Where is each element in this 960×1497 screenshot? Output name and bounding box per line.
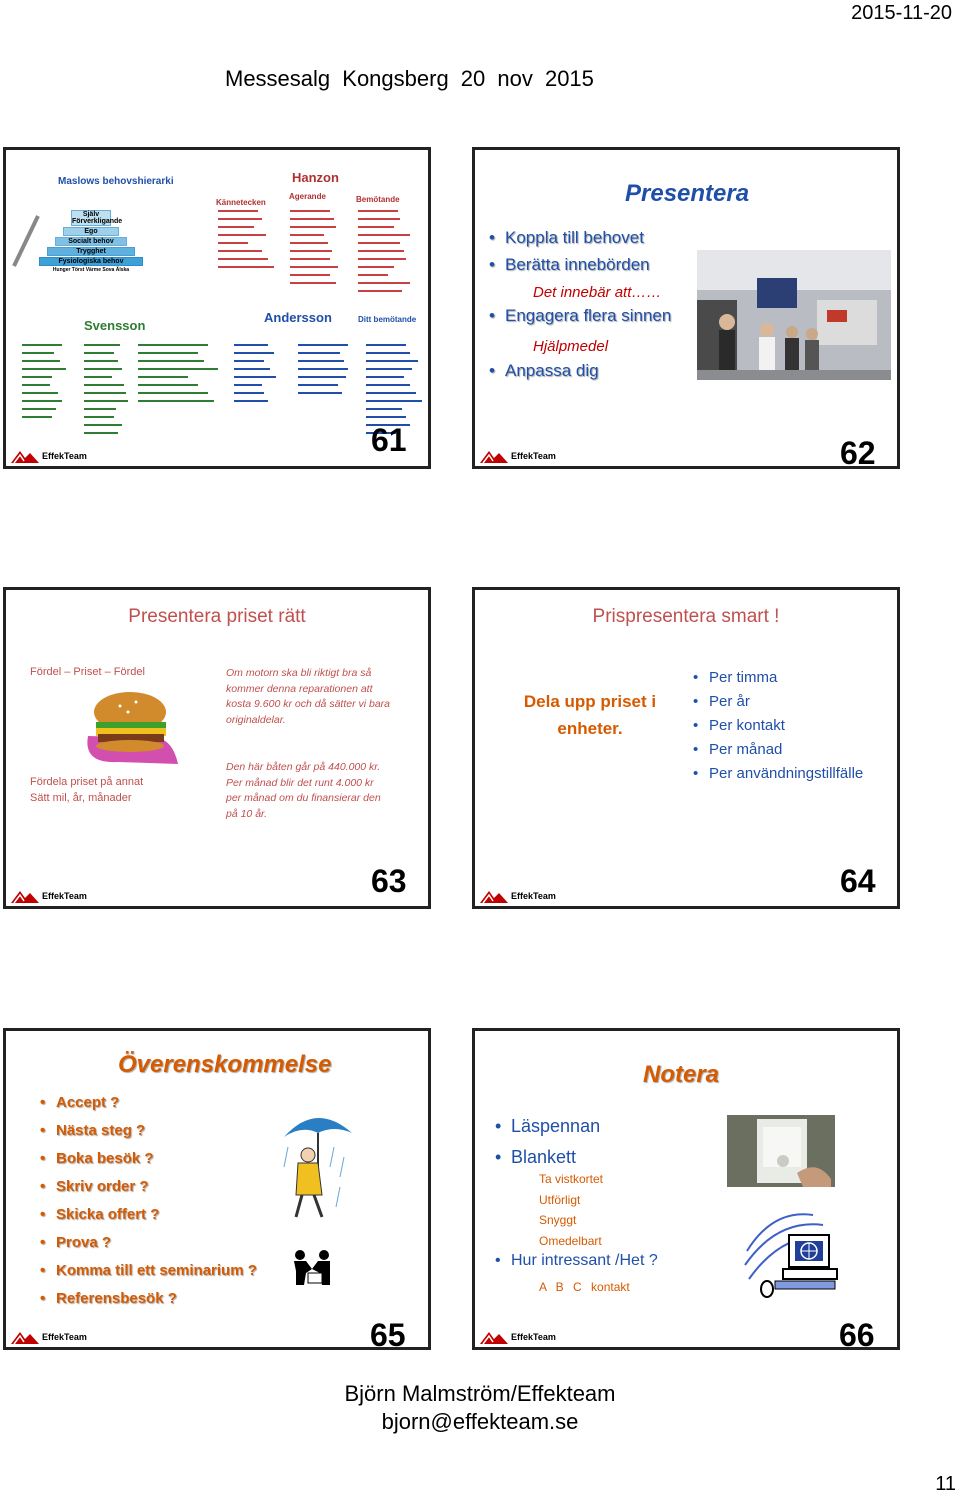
slide-title: Prispresentera smart !: [592, 606, 780, 627]
pyramid-base: Hunger Törst Värme Sova Älska: [52, 267, 130, 273]
logo-icon: [479, 1329, 509, 1345]
logo-text: EffekTeam: [42, 1332, 87, 1342]
slide-number: 64: [840, 863, 876, 899]
bullet-list: [693, 666, 863, 786]
maslow-title: Maslows behovshierarki: [58, 176, 174, 187]
effekteam-logo: [479, 448, 556, 464]
svensson-label: Svensson: [84, 318, 146, 333]
slide-63: [3, 587, 431, 909]
logo-text: EffekTeam: [511, 451, 556, 461]
bullet-item: • Läspennan: [495, 1111, 600, 1142]
expo-photo: [697, 250, 891, 380]
bullet-item: • Hur intressant /Het ?: [495, 1252, 658, 1270]
bullet-item: • Berätta innebörden: [489, 251, 650, 278]
kannetecken-label: Kännetecken: [216, 198, 266, 207]
hamburger-icon: [78, 686, 188, 766]
pyramid-level: Fysiologiska behov: [39, 257, 143, 266]
slide-number: 61: [371, 422, 407, 458]
logo-text: EffekTeam: [42, 891, 87, 901]
slide-title: Presentera: [625, 180, 750, 207]
bullet-item: • Komma till ett seminarium ?: [40, 1257, 257, 1285]
bullet-list: [489, 224, 650, 278]
pyramid-level: Själv Förverkligande: [72, 211, 123, 225]
slide-number: 66: [839, 1317, 875, 1350]
umbrella-man-icon: [274, 1107, 358, 1219]
bullet-item: • Per år: [693, 690, 863, 714]
slide-66: [472, 1028, 900, 1350]
text-line: Sätt mil, år, månader: [30, 792, 132, 804]
slide-number: 65: [370, 1317, 406, 1350]
effekteam-logo: [479, 888, 556, 904]
logo-icon: [479, 888, 509, 904]
bullet-list: [40, 1089, 257, 1313]
bullet-item: • Per kontakt: [693, 714, 863, 738]
agerande-label: Agerande: [289, 192, 326, 201]
reader-photo: [727, 1115, 835, 1187]
footer-email: bjorn@effekteam.se: [381, 1409, 579, 1434]
bullet-item: • Accept ?: [40, 1089, 257, 1117]
logo-icon: [479, 448, 509, 464]
logo-text: EffekTeam: [42, 451, 87, 461]
slide-64: [472, 587, 900, 909]
sub-text: Det innebär att……: [533, 284, 662, 301]
effekteam-logo: [10, 888, 87, 904]
text-line: Fördel – Priset – Fördel: [30, 666, 145, 678]
slide-title: Presentera priset rätt: [128, 606, 306, 627]
slide-61: [3, 147, 431, 469]
bullet-item: • Skicka offert ?: [40, 1201, 257, 1229]
bullet-item: • Blankett: [495, 1142, 600, 1173]
bullet-item: • Prova ?: [40, 1229, 257, 1257]
effekteam-logo: [479, 1329, 556, 1345]
bullet-item: • Per månad: [693, 738, 863, 762]
sub-list: [539, 1169, 603, 1251]
logo-icon: [10, 1329, 40, 1345]
bullet-item: • Nästa steg ?: [40, 1117, 257, 1145]
slide-65: [3, 1028, 431, 1350]
bullet-item: • Per timma: [693, 666, 863, 690]
abc-contact: A B C kontakt: [539, 1280, 630, 1294]
slide-title: Överenskommelse: [118, 1051, 332, 1078]
pyramid-level: Ego: [63, 227, 119, 236]
logo-icon: [10, 888, 40, 904]
hanzon-text-lines: [216, 208, 426, 298]
text-line: Fördela priset på annat: [30, 776, 144, 788]
bullet-item: • Skriv order ?: [40, 1173, 257, 1201]
left-text: Dela upp priset i enheter.: [523, 692, 657, 738]
bullet-item: • Boka besök ?: [40, 1145, 257, 1173]
pyramid: [36, 210, 146, 273]
handshake-people-icon: [290, 1249, 336, 1287]
page-number: 11: [935, 1473, 956, 1495]
bemotande-label: Bemötande: [356, 195, 400, 204]
example-paragraph: Den här båten går på 440.000 kr. Per månad blir det runt 4.000 kr per månad om du finansierar den på 10 år.: [226, 761, 381, 820]
computer-icon: [743, 1211, 847, 1303]
bullet-list: [495, 1111, 600, 1173]
sub-item: Snyggt: [539, 1213, 577, 1227]
sub-text: Hjälpmedel: [533, 338, 609, 355]
effekteam-logo: [10, 448, 87, 464]
slide-62: [472, 147, 900, 469]
hanzon-label: Hanzon: [292, 170, 339, 185]
date: 2015-11-20: [851, 2, 952, 24]
sub-item: Omedelbart: [539, 1233, 602, 1248]
bullet-item: • Referensbesök ?: [40, 1285, 257, 1313]
slide-number: 62: [840, 435, 876, 469]
effekteam-logo: [10, 1329, 87, 1345]
bullet-list: [489, 361, 599, 381]
pyramid-level: Socialt behov: [55, 237, 127, 246]
svensson-andersson-text-lines: [20, 342, 430, 438]
sub-item: Ta vistkortet: [539, 1172, 604, 1186]
andersson-label: Andersson: [264, 310, 332, 325]
ditt-bemotande-label: Ditt bemötande: [358, 315, 417, 324]
example-paragraph: Om motorn ska bli riktigt bra så kommer denna reparationen att kosta 9.600 kr och då sätter vi bara originaldelar.: [226, 667, 391, 726]
slide-title: Notera: [643, 1061, 720, 1088]
footer-name: Björn Malmström/Effekteam: [344, 1381, 616, 1406]
bullet-list: [489, 306, 671, 326]
bullet-item: • Koppla till behovet: [489, 224, 650, 251]
bullet-item: • Anpassa dig: [489, 361, 599, 381]
pyramid-level: Trygghet: [47, 247, 135, 256]
slide-number: 63: [371, 863, 407, 899]
logo-text: EffekTeam: [511, 891, 556, 901]
logo-text: EffekTeam: [511, 1332, 556, 1342]
page-header: Messesalg Kongsberg 20 nov 2015: [225, 66, 594, 91]
bullet-item: • Engagera flera sinnen: [489, 306, 671, 326]
logo-icon: [10, 448, 40, 464]
bullet-list: [495, 1252, 658, 1270]
bullet-item: • Per användningstillfälle: [693, 762, 863, 786]
sub-item: Utförligt: [539, 1192, 581, 1207]
